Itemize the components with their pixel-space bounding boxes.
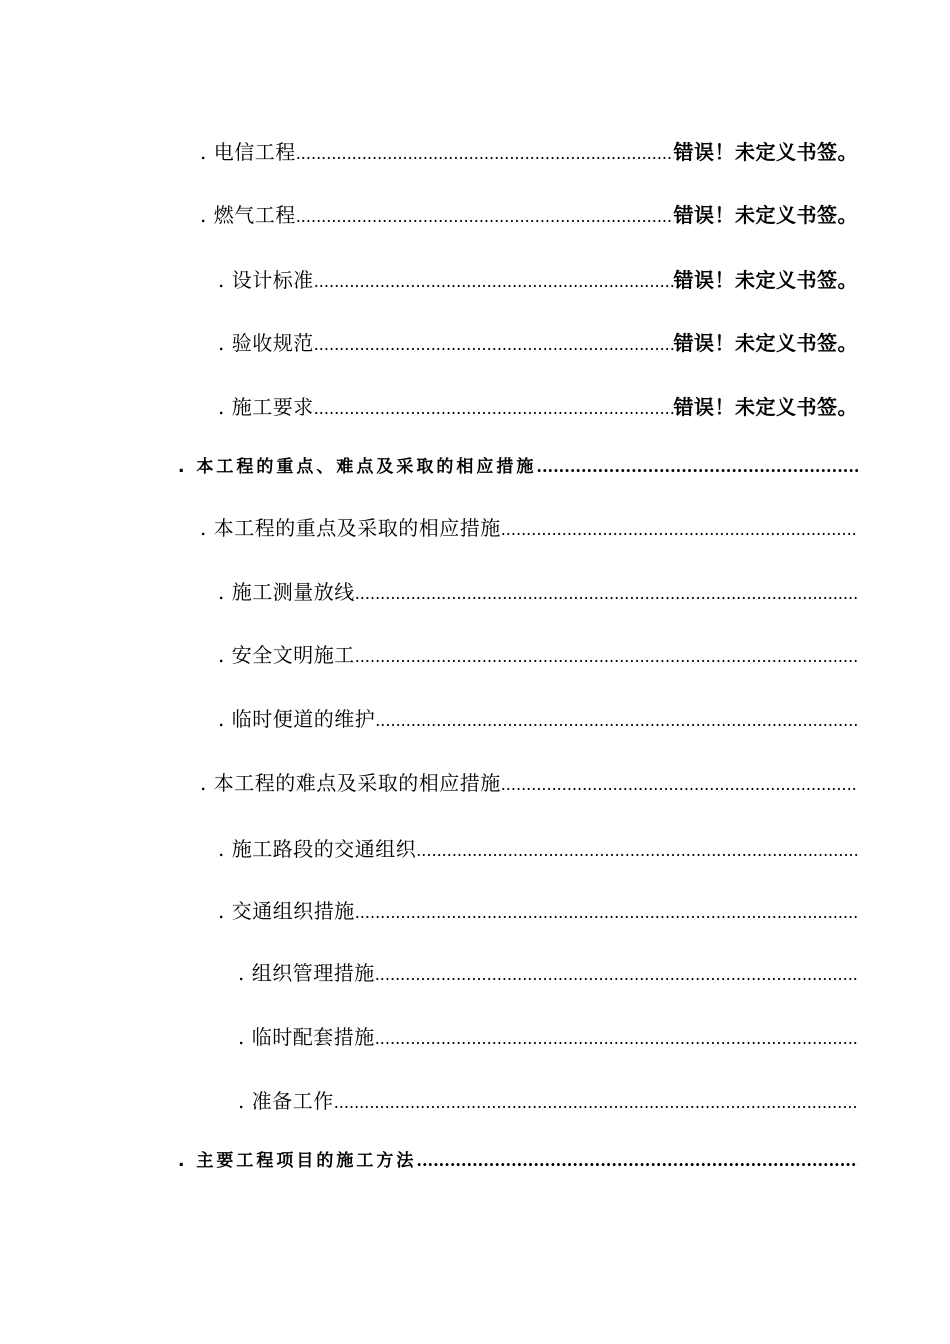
toc-entry-preparation[interactable] — [238, 1086, 858, 1116]
toc-entry-key-points[interactable] — [200, 513, 858, 543]
toc-dot-leader — [375, 706, 858, 734]
toc-entry-title: . 安全文明施工 — [218, 643, 355, 667]
toc-entry-title: . 本工程的重点、难点及采取的相应措施 — [178, 457, 537, 477]
toc-entry-org-management[interactable] — [238, 958, 858, 988]
toc-dot-leader — [296, 202, 674, 230]
toc-entry-gas[interactable] — [200, 200, 858, 230]
toc-page-ref: 错误！未定义书签。 — [673, 395, 858, 419]
toc-entry-title: . 设计标准 — [218, 268, 314, 292]
toc-dot-leader — [334, 1088, 858, 1116]
toc-dot-leader — [375, 960, 858, 988]
toc-entry-title: . 施工要求 — [218, 395, 314, 419]
toc-page-ref: 错误！未定义书签。 — [673, 203, 858, 227]
toc-page-ref: 错误！未定义书签。 — [673, 268, 858, 292]
toc-entry-main-methods[interactable] — [178, 1146, 858, 1176]
toc-dot-leader — [501, 770, 858, 798]
toc-dot-leader — [416, 1146, 858, 1176]
toc-entry-traffic-measures[interactable] — [218, 896, 858, 926]
toc-entry-title: . 施工测量放线 — [218, 580, 355, 604]
toc-entry-difficult-points[interactable] — [200, 768, 858, 798]
toc-entry-title: . 验收规范 — [218, 331, 314, 355]
toc-entry-construction-requirements[interactable] — [218, 392, 858, 422]
toc-entry-traffic-organization[interactable] — [218, 834, 858, 864]
toc-entry-title: . 交通组织措施 — [218, 899, 355, 923]
toc-dot-leader — [355, 898, 858, 926]
toc-entry-title: . 准备工作 — [238, 1089, 334, 1113]
toc-dot-leader — [355, 579, 858, 607]
toc-entry-title: . 电信工程 — [200, 140, 296, 164]
toc-dot-leader — [501, 515, 858, 543]
toc-page-ref: 错误！未定义书签。 — [673, 140, 858, 164]
toc-entry-title: . 组织管理措施 — [238, 961, 375, 985]
toc-entry-acceptance-spec[interactable] — [218, 328, 858, 358]
toc-entry-title: . 临时配套措施 — [238, 1025, 375, 1049]
toc-entry-title: . 燃气工程 — [200, 203, 296, 227]
toc-entry-temp-road-maintenance[interactable] — [218, 704, 858, 734]
toc-entry-safety-civilized[interactable] — [218, 640, 858, 670]
toc-dot-leader — [314, 330, 674, 358]
toc-dot-leader — [375, 1024, 858, 1052]
toc-dot-leader — [355, 642, 858, 670]
toc-entry-title: . 本工程的难点及采取的相应措施 — [200, 771, 501, 795]
toc-entry-survey-layout[interactable] — [218, 577, 858, 607]
toc-dot-leader — [536, 452, 858, 482]
toc-entry-title: . 施工路段的交通组织 — [218, 837, 417, 861]
toc-entry-title: . 本工程的重点及采取的相应措施 — [200, 516, 501, 540]
toc-dot-leader — [296, 139, 674, 167]
toc-entry-telecom[interactable] — [200, 137, 858, 167]
toc-entry-title: . 临时便道的维护 — [218, 707, 376, 731]
toc-dot-leader — [314, 394, 674, 422]
toc-entry-key-and-difficult-points[interactable] — [178, 452, 858, 482]
toc-dot-leader — [416, 836, 858, 864]
toc-entry-temp-support[interactable] — [238, 1022, 858, 1052]
toc-page-ref: 错误！未定义书签。 — [673, 331, 858, 355]
toc-dot-leader — [314, 267, 674, 295]
toc-entry-design-standard[interactable] — [218, 265, 858, 295]
toc-entry-title: . 主要工程项目的施工方法 — [178, 1151, 417, 1171]
